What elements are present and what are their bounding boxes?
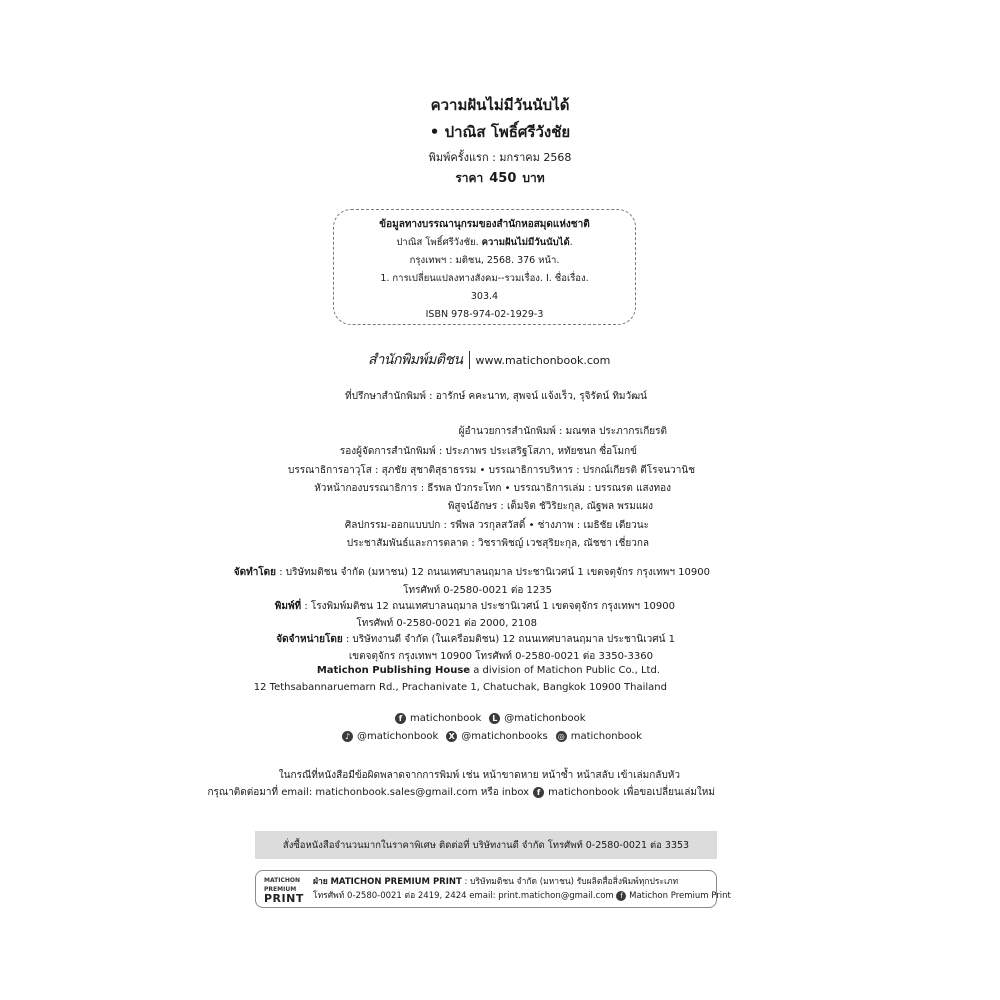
tiktok-handle[interactable]: @matichonbook [357,731,439,742]
staff-line: รองผู้จัดการสำนักพิมพ์ : ประภาพร ประเสริฐโสภา, หทัยชนก ซื่อโมกข์ [339,446,637,457]
errata-contact: กรุณาติดต่อมาที่ email: matichonbook.sales@gmail.com หรือ inbox [207,787,530,798]
publisher-divider [469,351,470,369]
price-value: 450 [489,171,517,186]
address-en: 12 Tethsabannaruemarn Rd., Prachanivate 1, Chatuchak, Bangkok 10900 Thailand [253,682,667,693]
book-author: • ปาณิส โพธิ์ศรีวังชัย [429,123,571,141]
printed-by-label: พิมพ์ที่ [274,601,302,612]
premium-print-label: ฝ่าย [313,877,328,887]
distributor-text: : บริษัทงานดี จำกัด (ในเครือมติชน) 12 ถนนเทศบาลนฤมาล ประชานิเวศน์ 1 [342,634,675,645]
errata-line-2 [207,785,715,800]
cip-data-box [333,209,636,325]
premium-print-name: MATICHON PREMIUM PRINT [330,877,462,887]
instagram-handle[interactable]: matichonbook [570,731,642,742]
facebook-icon: f [616,891,626,901]
line-handle[interactable]: @matichonbook [504,713,586,724]
bulk-order-text: สั่งซื้อหนังสือจำนวนมากในราคาพิเศษ ติดต่อที่ บริษัทงานดี จำกัด โทรศัพท์ 0-2580-0021 ต่อ 3353 [282,839,690,851]
facebook-icon: f [395,713,406,724]
book-title: ความฝันไม่มีวันนับได้ [430,96,570,114]
premium-print-box [255,870,731,908]
publishing-house-division: a division of Matichon Public Co., Ltd. [470,665,660,676]
staff-line: บรรณาธิการอาวุโส : สุภชัย สุชาติสุธาธรรม • บรรณาธิการบริหาร : ปรกณ์เกียรติ ตีโรจนวานิช [288,465,695,476]
cip-title: ความฝันไม่มีวันนับได้ [481,237,570,248]
x-handle[interactable]: @matichonbooks [461,731,548,742]
x-icon: X [446,731,457,742]
staff-line: หัวหน้ากองบรรณาธิการ : ธีรพล บัวกระโทก • บรรณาธิการเล่ม : บรรณรต แสงทอง [314,483,671,494]
instagram-icon: ◎ [556,731,567,742]
distributor-contact: เขตจตุจักร กรุงเทพฯ 10900 โทรศัพท์ 0-2580-0021 ต่อ 3350-3360 [348,651,653,662]
advisors: ที่ปรึกษาสำนักพิมพ์ : อารักษ์ คคะนาท, สุพจน์ แจ้งเร็ว, รุจิรัตน์ ทิมวัฒน์ [345,391,647,402]
staff-line: ผู้อำนวยการสำนักพิมพ์ : มณฑล ประภากรเกียรติ [458,426,667,437]
printed-by-tel: โทรศัพท์ 0-2580-0021 ต่อ 2000, 2108 [356,618,537,629]
cip-title-end: . [569,237,573,248]
distributor [276,632,675,647]
tiktok-icon: ♪ [342,731,353,742]
printed-by-text: : โรงพิมพ์มติชน 12 ถนนเทศบาลนฤมาล ประชานิเวศน์ 1 เขตจตุจักร กรุงเทพฯ 10900 [301,601,675,612]
publisher-row [368,350,610,370]
distributor-label: จัดจำหน่ายโดย [276,634,343,645]
line-icon: L [489,713,500,724]
price-unit: บาท [522,171,545,185]
cip-author-title [334,234,635,252]
premium-print-contact: โทรศัพท์ 0-2580-0021 ต่อ 2419, 2424 email: print.matichon@gmail.com [313,891,614,901]
made-by-label: จัดทำโดย [233,567,277,578]
social-row-1 [395,713,586,724]
cip-publication: กรุงเทพฯ : มติชน, 2568. 376 หน้า. [409,255,560,266]
staff-line: ศิลปกรรม-ออกแบบปก : รพีพล วรกุลสวัสดิ์ • ช่างภาพ : เมธิชัย เตียวนะ [344,520,649,531]
staff-line: ประชาสัมพันธ์และการตลาด : วิชราพิชญ์ เวชสุริยะกุล, ณัชชา เชี่ยวกล [346,538,649,549]
made-by [234,565,710,580]
premium-print-facebook[interactable]: Matichon Premium Print [629,891,731,901]
bulk-order-bar [255,831,717,859]
printed-by [275,599,675,614]
cip-author: ปาณิส โพธิ์ศรีวังชัย. [396,237,479,248]
made-by-tel: โทรศัพท์ 0-2580-0021 ต่อ 1235 [403,585,552,596]
publisher-logo: สำนักพิมพ์มติชน [368,352,463,368]
premium-print-text [313,875,731,903]
premium-print-line-1 [313,875,731,889]
cip-isbn: ISBN 978-974-02-1929-3 [425,309,544,320]
made-by-text: : บริษัทมติชน จำกัด (มหาชน) 12 ถนนเทศบาลนฤมาล ประชานิเวศน์ 1 เขตจตุจักร กรุงเทพฯ 10900 [276,567,710,578]
premium-print-logo [264,876,306,903]
logo-mid-text: PREMIUM [264,886,297,893]
errata-line-1: ในกรณีที่หนังสือมีข้อผิดพลาดจากการพิมพ์ เช่น หน้าขาดหาย หน้าซ้ำ หน้าสลับ เข้าเล่มกลับหัว [278,770,680,781]
publishing-house-name: Matichon Publishing House [316,665,471,676]
errata-facebook[interactable]: matichonbook [548,787,620,798]
premium-print-line-2 [313,889,731,903]
publisher-url[interactable]: www.matichonbook.com [475,353,611,367]
premium-print-desc: : บริษัทมติชน จำกัด (มหาชน) รับผลิตสื่อสิ่งพิมพ์ทุกประเภท [461,877,679,887]
logo-big-text: PRINT [264,892,304,905]
first-print-date: พิมพ์ครั้งแรก : มกราคม 2568 [428,151,572,164]
social-row-2 [342,731,642,742]
price-label: ราคา [455,171,484,185]
cip-heading: ข้อมูลทางบรรณานุกรมของสำนักหอสมุดแห่งชาติ [379,219,590,230]
facebook-icon: f [533,787,544,798]
book-price [0,169,1000,188]
cip-subject: 1. การเปลี่ยนแปลงทางสังคม--รวมเรื่อง. I. ชื่อเรื่อง. [380,273,589,284]
publishing-house [317,665,660,676]
facebook-handle[interactable]: matichonbook [410,713,482,724]
logo-small-text: MATICHON [264,877,301,884]
cip-classification: 303.4 [470,291,499,302]
errata-replace: เพื่อขอเปลี่ยนเล่มใหม่ [623,787,715,798]
staff-line: พิสูจน์อักษร : เต็มจิต ชัวิริยะกุล, ณัฐพล พรมแผง [447,501,653,512]
